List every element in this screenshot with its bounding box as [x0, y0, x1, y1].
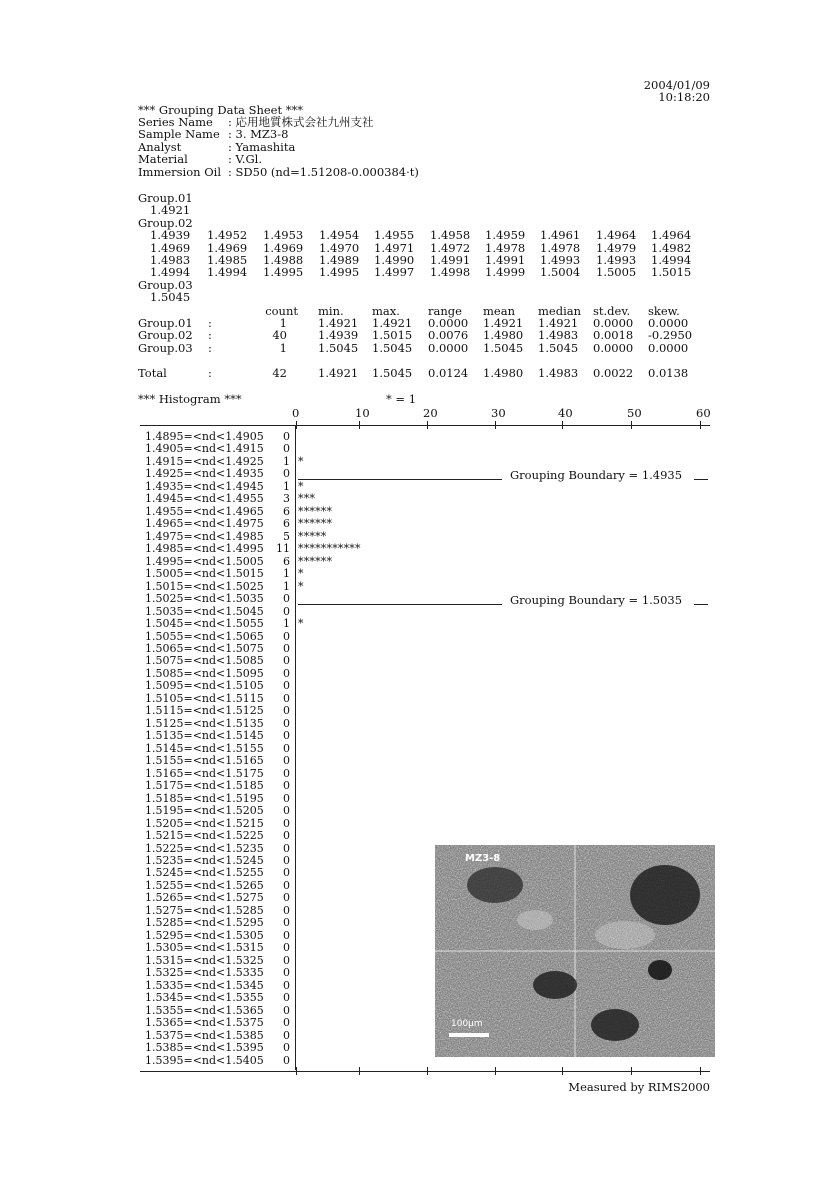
group-value: 1.4995: [319, 265, 360, 280]
histogram-bin-count: 0: [283, 866, 290, 880]
stats-value: 1.4980: [483, 328, 524, 343]
histogram-bin-count: 0: [283, 679, 290, 693]
stats-total-value: 1.4921: [318, 366, 359, 380]
stats-header: max.: [372, 304, 400, 318]
histogram-bin-count: 3: [283, 492, 290, 506]
histogram-bin-label: 1.5315=<nd<1.5325: [145, 953, 264, 967]
stats-value: 1.4921: [538, 316, 579, 330]
histogram-bin-count: 0: [283, 641, 290, 655]
histogram-bin-label: 1.5205=<nd<1.5215: [145, 816, 264, 830]
group-value: 1.4993: [540, 253, 581, 267]
histogram-bin-count: 0: [283, 604, 290, 618]
histogram-bin-label: 1.5025=<nd<1.5035: [145, 592, 264, 606]
stats-value: 0.0000: [428, 316, 469, 330]
histogram-bin-count: 0: [283, 430, 290, 443]
histogram-row: [145, 518, 715, 530]
group-value: 1.4971: [374, 240, 415, 255]
histogram-bin-label: 1.5165=<nd<1.5175: [145, 766, 264, 780]
stats-value: 1.5045: [372, 340, 413, 355]
group-value: 1.4964: [596, 228, 637, 243]
group-value: 1.4990: [374, 253, 415, 267]
stats-header: range: [428, 304, 462, 318]
group-value: 1.4969: [263, 240, 304, 255]
report-time: 10:18:20: [658, 90, 710, 104]
group-value: 1.4995: [263, 265, 304, 280]
group-value: 1.4989: [319, 253, 360, 267]
histogram-bin-count: 5: [283, 529, 290, 543]
histogram-bin-label: 1.5145=<nd<1.5155: [145, 741, 264, 755]
histogram-row: [145, 493, 715, 505]
stats-row-name: Group.01: [138, 316, 193, 330]
histogram-bin-count: 0: [283, 978, 290, 992]
sheet-title: *** Grouping Data Sheet ***: [138, 103, 304, 117]
histogram-bin-count: 0: [283, 654, 290, 668]
histogram-bin-count: 6: [283, 554, 290, 568]
group-value: 1.4982: [651, 240, 692, 255]
histogram-bin-label: 1.4985=<nd<1.4995: [145, 542, 264, 556]
histogram-bin-label: 1.5175=<nd<1.5185: [145, 779, 264, 793]
stats-header: st.dev.: [593, 304, 631, 318]
histogram-bin-label: 1.5335=<nd<1.5345: [145, 978, 264, 992]
stats-total-value: 42: [272, 366, 287, 380]
histogram-bin-count: 0: [283, 629, 290, 643]
histogram-bin-label: 1.5015=<nd<1.5025: [145, 579, 264, 593]
histogram-bin-count: 1: [283, 454, 290, 468]
group-value: 1.4969: [207, 240, 248, 255]
histogram-bin-label: 1.5395=<nd<1.5405: [145, 1053, 264, 1067]
group-name: Group.01: [138, 191, 193, 205]
histogram-row: [145, 618, 715, 630]
histogram-bin-count: 0: [283, 804, 290, 818]
histogram-bin-count: 0: [283, 928, 290, 942]
histogram-bin-count: 0: [283, 704, 290, 718]
histogram-bin-count: 0: [283, 592, 290, 606]
group-value: 1.4952: [207, 228, 248, 243]
group-value: 1.4969: [150, 240, 191, 255]
header-field-label: Material: [138, 152, 188, 167]
histogram-bin-label: 1.5045=<nd<1.5055: [145, 617, 264, 631]
histogram-bin-count: 0: [283, 716, 290, 730]
histogram-scale-label: 20: [423, 406, 438, 420]
histogram-bin-bar: *****: [298, 529, 327, 543]
stats-value: -0.2950: [648, 328, 693, 343]
stats-total-value: 0.0124: [428, 366, 469, 380]
group-name: Group.02: [138, 215, 193, 230]
group-value: 1.4997: [374, 265, 415, 280]
header-field-label: Sample Name: [138, 127, 220, 142]
histogram-bin-label: 1.5225=<nd<1.5235: [145, 841, 264, 855]
histogram-bin-count: 0: [283, 766, 290, 780]
stats-value: 0.0000: [648, 316, 689, 330]
stats-value: 1.4983: [538, 328, 579, 343]
histogram-bin-label: 1.5265=<nd<1.5275: [145, 891, 264, 905]
group-value: 1.4991: [485, 253, 526, 267]
histogram-bin-label: 1.4935=<nd<1.4945: [145, 479, 264, 493]
micrograph-scale-label: 100μm: [451, 1019, 483, 1029]
header-field-label: Analyst: [138, 139, 182, 154]
histogram-bin-label: 1.5195=<nd<1.5205: [145, 804, 264, 818]
histogram-bin-label: 1.5095=<nd<1.5105: [145, 679, 264, 693]
stats-value: 1.4921: [372, 316, 413, 330]
histogram-bin-bar: ******: [298, 554, 333, 568]
grouping-boundary-line: [298, 479, 502, 480]
histogram-bin-count: 0: [283, 991, 290, 1005]
group-value: 1.4999: [485, 265, 526, 280]
histogram-bin-bar: ***********: [298, 542, 361, 556]
histogram-title: *** Histogram ***: [138, 392, 242, 406]
micrograph-label: MZ3-8: [465, 853, 501, 864]
histogram-bin-count: 0: [283, 467, 290, 481]
histogram-bin-count: 6: [283, 517, 290, 531]
stats-value: 0.0000: [593, 340, 634, 355]
histogram-bin-count: 0: [283, 941, 290, 955]
histogram-scale-label: 40: [558, 406, 573, 420]
histogram-bin-label: 1.5035=<nd<1.5045: [145, 604, 264, 618]
group-value: 1.4988: [263, 253, 304, 267]
stats-header: median: [538, 304, 582, 318]
stats-header: mean: [483, 304, 515, 318]
histogram-bin-count: 1: [283, 567, 290, 581]
stats-total-value: 1.4983: [538, 366, 579, 380]
group-value: 1.4939: [150, 228, 191, 243]
histogram-bin-count: 6: [283, 504, 290, 518]
grouping-boundary-line: [298, 604, 502, 605]
stats-value: 1.4921: [483, 316, 524, 330]
histogram-bin-count: 11: [276, 542, 290, 556]
stats-total-value: 0.0022: [593, 366, 634, 380]
histogram-bin-count: 0: [283, 691, 290, 705]
histogram-bin-label: 1.4895=<nd<1.4905: [145, 430, 264, 443]
stats-value: 1.4939: [318, 328, 359, 343]
stats-value: 1.5045: [483, 340, 524, 355]
report-date: 2004/01/09: [643, 78, 710, 92]
stats-value: 1.4921: [318, 316, 359, 330]
histogram-bin-label: 1.5295=<nd<1.5305: [145, 928, 264, 942]
stats-row-sep: :: [208, 316, 212, 330]
stats-row-name: Group.02: [138, 328, 193, 343]
histogram-bin-label: 1.5075=<nd<1.5085: [145, 654, 264, 668]
group-value: 1.4994: [651, 253, 692, 267]
histogram-bin-label: 1.5355=<nd<1.5365: [145, 1003, 264, 1017]
grouping-boundary-tail: [694, 604, 708, 605]
histogram-bin-label: 1.5305=<nd<1.5315: [145, 941, 264, 955]
histogram-bin-label: 1.5215=<nd<1.5225: [145, 829, 264, 843]
group-value: 1.5015: [651, 265, 692, 280]
stats-header: skew.: [648, 304, 680, 318]
header-field-value: : Yamashita: [228, 139, 296, 154]
histogram-bin-count: 0: [283, 891, 290, 905]
histogram-bin-label: 1.5285=<nd<1.5295: [145, 916, 264, 930]
group-value: 1.5005: [596, 265, 637, 280]
group-value: 1.4921: [150, 203, 191, 218]
histogram-bin-count: 0: [283, 729, 290, 743]
histogram-bin-label: 1.5255=<nd<1.5265: [145, 878, 264, 892]
histogram-bin-label: 1.5345=<nd<1.5355: [145, 991, 264, 1005]
group-value: 1.4953: [263, 228, 304, 243]
stats-value: 0.0076: [428, 328, 469, 343]
histogram-bin-count: 0: [283, 1053, 290, 1067]
stats-row-sep: :: [208, 340, 212, 355]
stats-total-sep: :: [208, 366, 212, 380]
histogram-bin-bar: *: [298, 579, 304, 593]
histogram-bin-label: 1.4965=<nd<1.4975: [145, 517, 264, 531]
histogram-bin-label: 1.5155=<nd<1.5165: [145, 754, 264, 768]
histogram-bin-count: 0: [283, 1003, 290, 1017]
group-value: 1.4991: [430, 253, 471, 267]
histogram-bin-bar: *: [298, 567, 304, 581]
group-value: 1.4959: [485, 228, 526, 243]
histogram-bin-count: 0: [283, 1016, 290, 1030]
histogram-bottom-rule: [140, 1071, 710, 1072]
histogram-bin-label: 1.5365=<nd<1.5375: [145, 1016, 264, 1030]
stats-header: count: [265, 304, 298, 318]
histogram-bin-count: 0: [283, 1041, 290, 1055]
histogram-bin-label: 1.5245=<nd<1.5255: [145, 866, 264, 880]
group-value: 1.4985: [207, 253, 248, 267]
grouping-boundary-label: Grouping Boundary = 1.5035: [510, 593, 683, 608]
histogram-bin-count: 0: [283, 841, 290, 855]
histogram-bin-count: 0: [283, 754, 290, 768]
histogram-bin-label: 1.5065=<nd<1.5075: [145, 641, 264, 655]
histogram-scale-label: 60: [696, 406, 711, 420]
group-value: 1.5004: [540, 265, 581, 280]
stats-total-value: 1.4980: [483, 366, 524, 380]
histogram-bin-label: 1.4955=<nd<1.4965: [145, 504, 264, 518]
histogram-bin-label: 1.5105=<nd<1.5115: [145, 691, 264, 705]
micrograph-image: [435, 845, 715, 1057]
group-value: 1.4958: [430, 228, 471, 243]
group-value: 1.4978: [485, 240, 526, 255]
histogram-bin-count: 0: [283, 1028, 290, 1042]
histogram-scale-label: 30: [491, 406, 506, 420]
histogram-bin-count: 1: [283, 579, 290, 593]
histogram-bin-count: 0: [283, 741, 290, 755]
histogram-bin-count: 0: [283, 829, 290, 843]
histogram-bin-bar: *: [298, 454, 304, 468]
histogram-bin-bar: *: [298, 479, 304, 493]
header-field-label: Immersion Oil: [138, 164, 222, 179]
histogram-bin-count: 0: [283, 666, 290, 680]
histogram-bin-label: 1.5135=<nd<1.5145: [145, 729, 264, 743]
histogram-bin-bar: ***: [298, 492, 316, 506]
stats-value: 0.0000: [648, 340, 689, 355]
histogram-bin-label: 1.4995=<nd<1.5005: [145, 554, 264, 568]
histogram-bin-label: 1.5005=<nd<1.5015: [145, 567, 264, 581]
group-value: 1.4954: [319, 228, 360, 243]
header-field-value: : SD50 (nd=1.51208-0.000384·t): [228, 164, 419, 179]
group-value: 1.4970: [319, 240, 360, 255]
stats-value: 1.5045: [538, 340, 579, 355]
histogram-scale-label: 0: [292, 406, 300, 420]
grouping-boundary-tail: [694, 479, 708, 480]
group-value: 1.4998: [430, 265, 471, 280]
histogram-scale-label: 10: [355, 406, 370, 420]
group-value: 1.4979: [596, 240, 637, 255]
stats-header: min.: [318, 304, 344, 318]
stats-value: 1: [279, 316, 287, 330]
group-value: 1.4972: [430, 240, 471, 255]
group-value: 1.4993: [596, 253, 637, 267]
group-value: 1.5045: [150, 290, 191, 305]
histogram-bin-count: 0: [283, 816, 290, 830]
histogram-scale-label: 50: [627, 406, 642, 420]
histogram-row: [145, 568, 715, 580]
histogram-bin-label: 1.5125=<nd<1.5135: [145, 716, 264, 730]
histogram-bin-bar: ******: [298, 504, 333, 518]
histogram-bin-count: 0: [283, 791, 290, 805]
histogram-row: [145, 780, 715, 792]
histogram-bin-label: 1.4925=<nd<1.4935: [145, 467, 264, 481]
histogram-bin-count: 0: [283, 903, 290, 917]
group-value: 1.4961: [540, 228, 581, 243]
stats-row-name: Group.03: [138, 340, 193, 355]
header-field-value: : 3. MZ3-8: [228, 127, 289, 142]
histogram-bin-label: 1.5055=<nd<1.5065: [145, 629, 264, 643]
stats-value: 0.0000: [428, 340, 469, 355]
histogram-row: [145, 755, 715, 767]
histogram-bin-label: 1.5115=<nd<1.5125: [145, 704, 264, 718]
stats-value: 40: [272, 328, 287, 343]
histogram-bin-label: 1.4945=<nd<1.4955: [145, 492, 264, 506]
histogram-top-rule: [140, 425, 710, 426]
histogram-row: [145, 543, 715, 555]
histogram-bin-label: 1.5325=<nd<1.5335: [145, 966, 264, 980]
histogram-bin-count: 0: [283, 966, 290, 980]
histogram-bin-bar: ******: [298, 517, 333, 531]
group-value: 1.4978: [540, 240, 581, 255]
header-field-value: : V.Gl.: [228, 152, 263, 167]
histogram-legend: * = 1: [386, 392, 417, 406]
stats-value: 0.0000: [593, 316, 634, 330]
histogram-bin-label: 1.5275=<nd<1.5285: [145, 903, 264, 917]
stats-total-value: 1.5045: [372, 366, 413, 380]
group-name: Group.03: [138, 277, 193, 292]
histogram-row: [145, 705, 715, 717]
group-value: 1.4994: [150, 265, 191, 280]
histogram-bin-count: 1: [283, 479, 290, 493]
histogram-bin-label: 1.4915=<nd<1.4925: [145, 454, 264, 468]
stats-value: 1.5015: [372, 328, 413, 343]
histogram-bin-label: 1.5085=<nd<1.5095: [145, 666, 264, 680]
stats-value: 1: [279, 340, 287, 355]
histogram-bin-label: 1.5385=<nd<1.5395: [145, 1041, 264, 1055]
histogram-bin-count: 1: [283, 617, 290, 631]
micrograph-scale-bar: [449, 1033, 489, 1037]
stats-total-name: Total: [138, 366, 167, 380]
group-value: 1.4955: [374, 228, 415, 243]
histogram-bin-count: 0: [283, 916, 290, 930]
histogram-bin-bar: *: [298, 617, 304, 631]
stats-total-value: 0.0138: [648, 366, 689, 380]
group-value: 1.4983: [150, 253, 191, 267]
histogram-bin-label: 1.5375=<nd<1.5385: [145, 1028, 264, 1042]
footer-measured-by: Measured by RIMS2000: [568, 1080, 710, 1094]
histogram-bin-count: 0: [283, 878, 290, 892]
histogram-row: [145, 830, 715, 842]
histogram-bin-count: 0: [283, 442, 290, 456]
histogram-bin-count: 0: [283, 779, 290, 793]
group-value: 1.4994: [207, 265, 248, 280]
histogram-row: [145, 680, 715, 692]
header-field-value: : 応用地質株式会社九州支社: [228, 115, 374, 129]
group-value: 1.4964: [651, 228, 692, 243]
histogram-row: [145, 805, 715, 817]
histogram-bin-count: 0: [283, 853, 290, 867]
histogram-bin-label: 1.4905=<nd<1.4915: [145, 442, 264, 456]
stats-row-sep: :: [208, 328, 212, 343]
grouping-boundary-label: Grouping Boundary = 1.4935: [510, 468, 683, 483]
histogram-row: [145, 730, 715, 742]
header-field-label: Series Name: [138, 115, 213, 129]
histogram-bin-label: 1.5235=<nd<1.5245: [145, 853, 264, 867]
histogram-bin-count: 0: [283, 953, 290, 967]
histogram-bin-label: 1.5185=<nd<1.5195: [145, 791, 264, 805]
stats-value: 0.0018: [593, 328, 634, 343]
stats-value: 1.5045: [318, 340, 359, 355]
histogram-bin-label: 1.4975=<nd<1.4985: [145, 529, 264, 543]
